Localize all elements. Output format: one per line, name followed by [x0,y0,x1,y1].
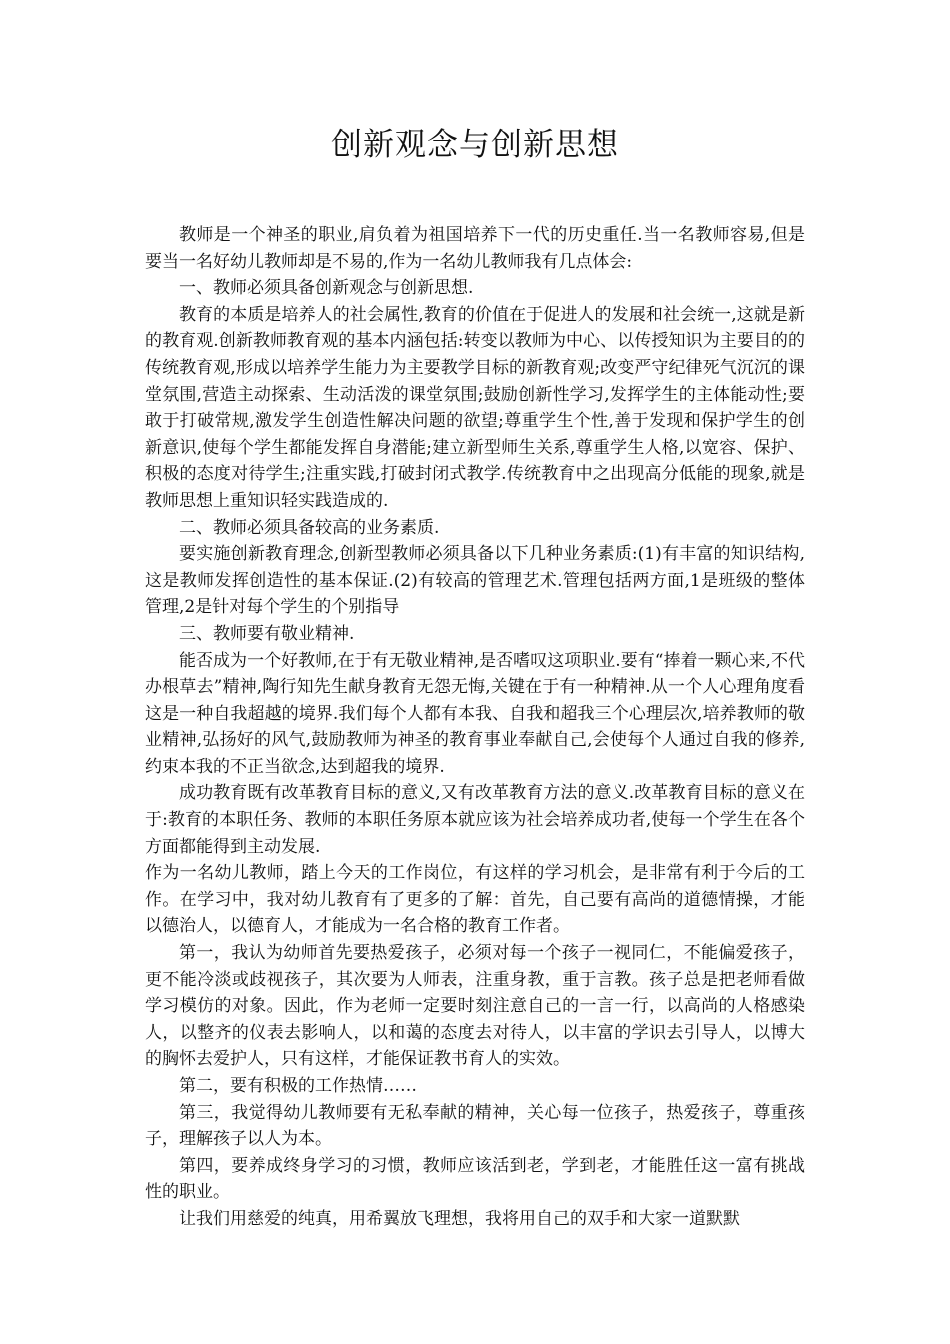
page-title: 创新观念与创新思想 [331,127,619,163]
paragraph-dedication: 能否成为一个好教师,在于有无敬业精神,是否嗜叹这项职业.要有“捧着一颗心来,不代办根草去”精神,陶行知先生献身教育无怨无悔,关键在于有一种精神.从一个人心理角度看这是一种自我超越的境界.我们每个人都有本我、自我和超我三个心理层次,培养教师的敬业精神,弘扬好的风气,鼓励教师为神圣的教育事业奉献自己,会使每个人通过自我的修养,约束本我的不正当欲念,达到超我的境界. [145,650,805,777]
paragraph-closing: 让我们用慈爱的纯真，用希翼放飞理想，我将用自己的双手和大家一道默默 [179,1208,740,1229]
paragraph-point-1: 第一，我认为幼师首先要热爱孩子，必须对每一个孩子一视同仁，不能偏爱孩子，更不能冷淡或歧视孩子，其次要为人师表，注重身教，重于言教。孩子总是把老师看做学习模仿的对象。因此，作为老师一定要时刻注意自己的一言一行，以高尚的人格感染人，以整齐的仪表去影响人，以和蔼的态度去对待人，以丰富的学识去引导人，以博大的胸怀去爱护人，只有这样，才能保证教书育人的实效。 [145,943,805,1070]
paragraph-success-education: 成功教育既有改革教育目标的意义,又有改革教育方法的意义.改革教育目标的意义在于:教育的本职任务、教师的本职任务原本就应该为社会培养成功者,使每一个学生在各个方面都能得到主动发展. [145,783,805,857]
paragraph-professional-quality: 要实施创新教育理念,创新型教师必须具备以下几种业务素质:(1)有丰富的知识结构,这是教师发挥创造性的基本保证.(2)有较高的管理艺术.管理包括两方面,1是班级的整体管理,2是针对每个学生的个别指导 [145,544,805,618]
paragraph-point-4: 第四，要养成终身学习的习惯，教师应该活到老，学到老，才能胜任这一富有挑战性的职业。 [145,1155,805,1203]
section-heading-3: 三、教师要有敬业精神. [179,623,355,644]
paragraph-point-3: 第三，我觉得幼儿教师要有无私奉献的精神，关心每一位孩子，热爱孩子，尊重孩子，理解孩子以人为本。 [145,1102,805,1150]
section-heading-1: 一、教师必须具备创新观念与创新思想. [179,278,474,299]
section-heading-2: 二、教师必须具备较高的业务素质. [179,517,440,538]
document-body [145,222,805,1233]
paragraph-education-concept: 教育的本质是培养人的社会属性,教育的价值在于促进人的发展和社会统一,这就是新的教育观.创新教师教育观的基本内涵包括:转变以教师为中心、以传授知识为主要目的的传统教育观,形成以培养学生能力为主要教学目标的新教育观;改变严守纪律死气沉沉的课堂氛围,营造主动探索、生动活泼的课堂氛围;鼓励创新性学习,发挥学生的主体能动性;要敢于打破常规,激发学生创造性解决问题的欲望;尊重学生个性,善于发现和保护学生的创新意识,使每个学生都能发挥自身潜能;建立新型师生关系,尊重学生人格,以宽容、保护、积极的态度对待学生;注重实践,打破封闭式教学.传统教育中之出现高分低能的现象,就是教师思想上重知识轻实践造成的. [145,304,805,511]
paragraph-point-2: 第二，要有积极的工作热情…… [179,1076,417,1096]
paragraph-kindergarten-teacher: 作为一名幼儿教师，踏上今天的工作岗位，有这样的学习机会，是非常有利于今后的工作。在学习中，我对幼儿教育有了更多的了解：首先，自己要有高尚的道德情操，才能以德治人，以德育人，才能成为一名合格的教育工作者。 [145,863,805,937]
paragraph-intro: 教师是一个神圣的职业,肩负着为祖国培养下一代的历史重任.当一名教师容易,但是要当一名好幼儿教师却是不易的,作为一名幼儿教师我有几点体会: [145,225,805,272]
